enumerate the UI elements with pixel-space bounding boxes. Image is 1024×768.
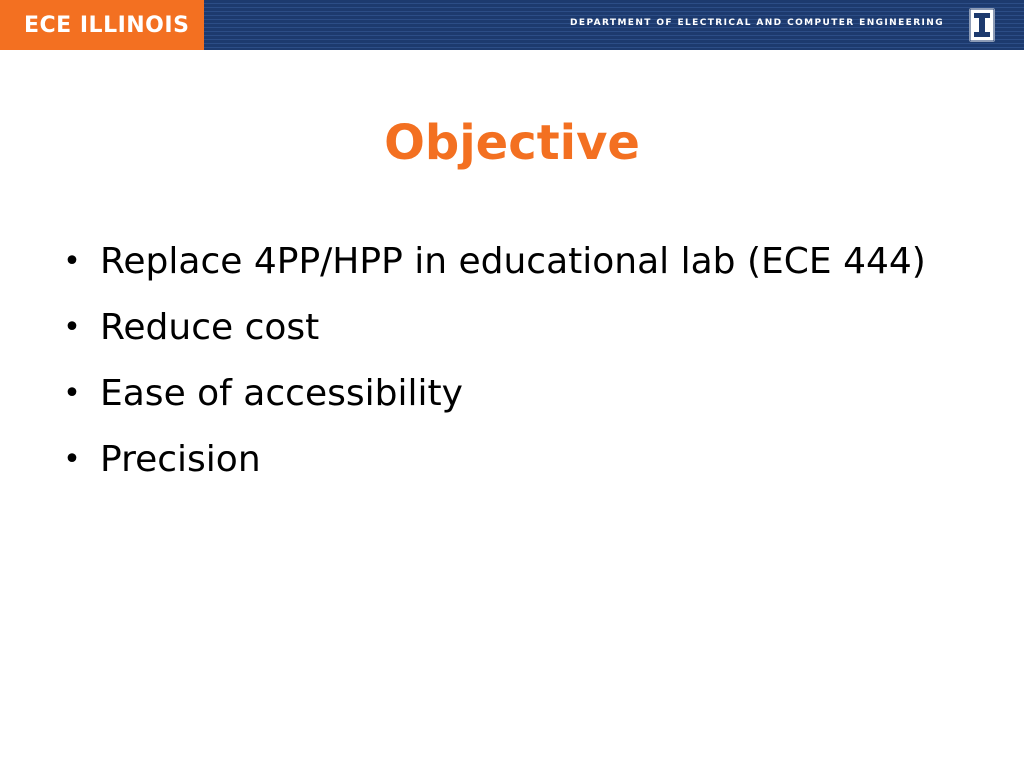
bullet-dot-icon: • xyxy=(63,376,81,411)
bullet-text: Replace 4PP/HPP in educational lab (ECE 444) xyxy=(100,241,926,282)
bullet-list xyxy=(62,236,942,500)
department-name: DEPARTMENT OF ELECTRICAL AND COMPUTER ENGINEERING xyxy=(570,18,944,28)
bullet-item xyxy=(62,302,942,354)
bullet-dot-icon: • xyxy=(63,244,81,279)
brand-logo-text: ECE ILLINOIS xyxy=(24,12,190,38)
bullet-text: Reduce cost xyxy=(100,307,320,348)
brand-block xyxy=(0,0,204,50)
bullet-dot-icon: • xyxy=(63,310,81,345)
bullet-item xyxy=(62,368,942,420)
bullet-text: Precision xyxy=(100,439,261,480)
header-banner xyxy=(0,0,1024,50)
bullet-text: Ease of accessibility xyxy=(100,373,463,414)
bullet-dot-icon: • xyxy=(63,442,81,477)
slide-title: Objective xyxy=(384,115,640,171)
bullet-item xyxy=(62,236,942,288)
illinois-block-i-icon xyxy=(969,8,995,42)
bullet-item xyxy=(62,434,942,486)
banner-stripes xyxy=(204,0,1024,50)
